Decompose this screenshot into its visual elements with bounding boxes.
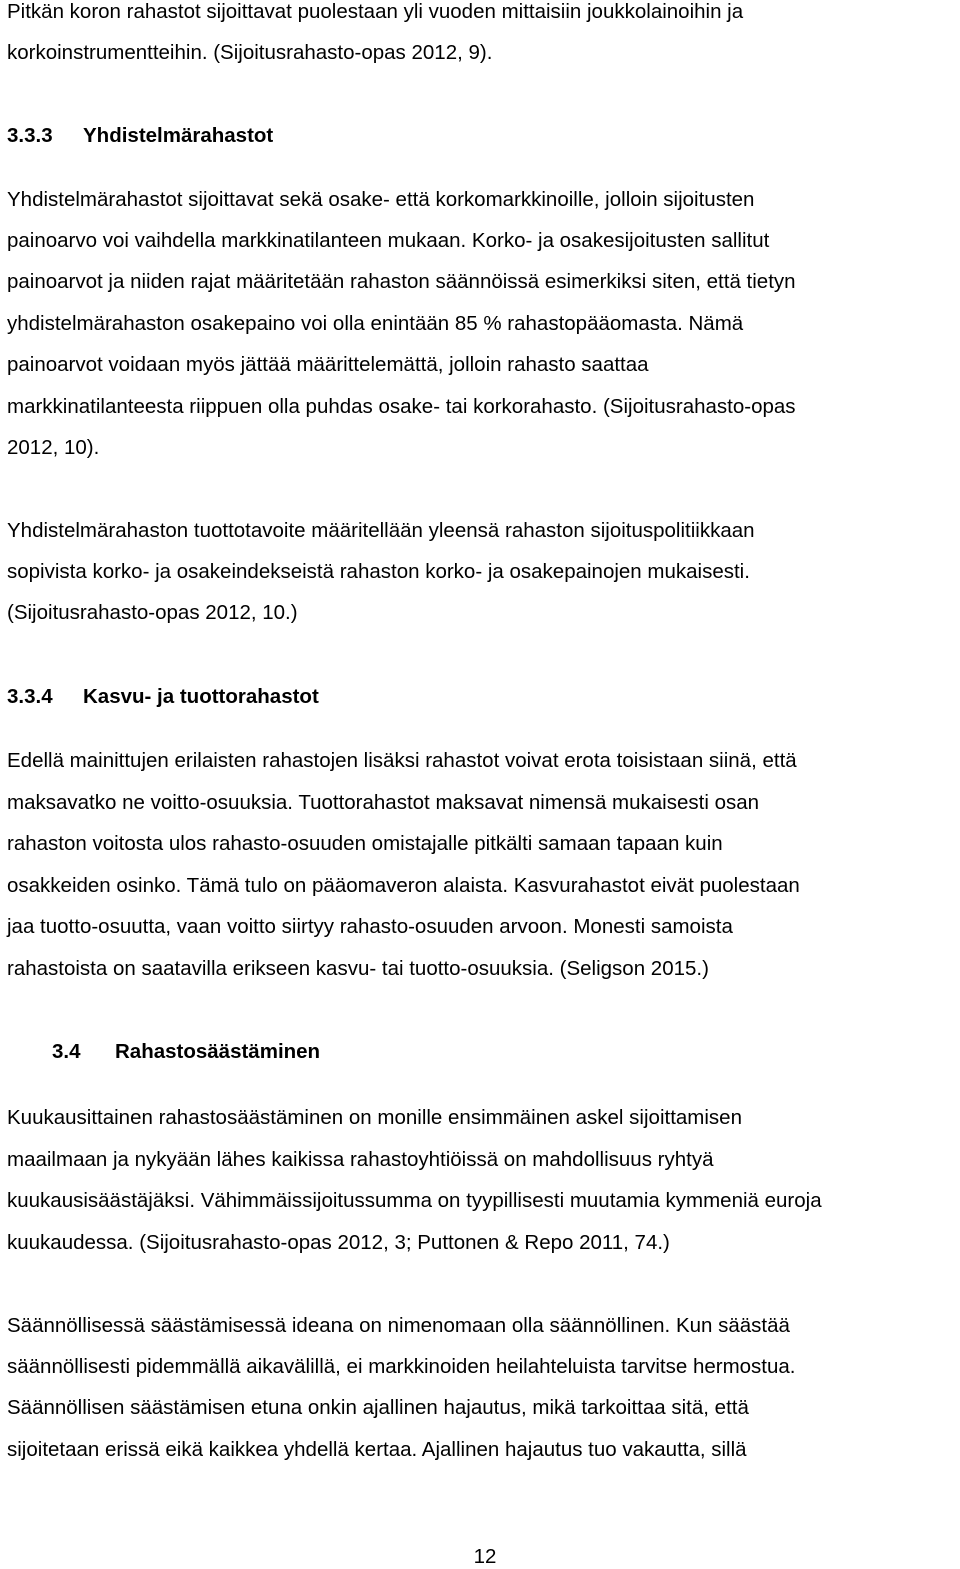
- text-line: sopivista korko- ja osakeindekseistä rahaston korko- ja osakepainojen mukaisesti.: [7, 560, 750, 583]
- text-line: Säännöllisessä säästämisessä ideana on nimenomaan olla säännöllinen. Kun säästää: [7, 1314, 790, 1337]
- text-line: jaa tuotto-osuutta, vaan voitto siirtyy rahasto-osuuden arvoon. Monesti samoista: [7, 915, 733, 938]
- text-line: rahastoista on saatavilla erikseen kasvu- tai tuotto-osuuksia. (Seligson 2015.): [7, 957, 709, 980]
- section-heading: [7, 124, 273, 148]
- text-line: markkinatilanteesta riippuen olla puhdas osake- tai korkorahasto. (Sijoitusrahasto-opas: [7, 395, 796, 418]
- heading-title: Rahastosäästäminen: [115, 1040, 321, 1063]
- text-line: painoarvot ja niiden rajat määritetään rahaston säännöissä esimerkiksi siten, että tietyn: [7, 270, 796, 293]
- text-line: Edellä mainittujen erilaisten rahastojen lisäksi rahastot voivat erota toisistaan siinä, että: [7, 749, 797, 772]
- page-number: 12: [473, 1545, 497, 1568]
- text-line: Kuukausittainen rahastosäästäminen on monille ensimmäinen askel sijoittamisen: [7, 1106, 742, 1129]
- section-heading: [7, 685, 319, 709]
- text-line: 2012, 10).: [7, 436, 100, 459]
- text-line: yhdistelmärahaston osakepaino voi olla enintään 85 % rahastopääomasta. Nämä: [7, 312, 744, 335]
- text-line: osakkeiden osinko. Tämä tulo on pääomaveron alaista. Kasvurahastot eivät puolestaan: [7, 874, 800, 897]
- text-line: Yhdistelmärahaston tuottotavoite määritellään yleensä rahaston sijoituspolitiikkaan: [7, 519, 755, 542]
- section-heading: [52, 1040, 320, 1064]
- text-line: säännöllisesti pidemmällä aikavälillä, ei markkinoiden heilahteluista tarvitse hermostua.: [7, 1355, 796, 1378]
- text-line: maailmaan ja nykyään lähes kaikissa rahastoyhtiöissä on mahdollisuus ryhtyä: [7, 1148, 714, 1171]
- text-line: korkoinstrumentteihin. (Sijoitusrahasto-opas 2012, 9).: [7, 41, 493, 64]
- text-line: Pitkän koron rahastot sijoittavat puolestaan yli vuoden mittaisiin joukkolainoihin ja: [7, 0, 744, 23]
- text-line: maksavatko ne voitto-osuuksia. Tuottorahastot maksavat nimensä mukaisesti osan: [7, 791, 760, 814]
- text-line: Yhdistelmärahastot sijoittavat sekä osake- että korkomarkkinoille, jolloin sijoitusten: [7, 188, 755, 211]
- text-line: kuukausisäästäjäksi. Vähimmäissijoitussumma on tyypillisesti muutamia kymmeniä euroja: [7, 1189, 822, 1212]
- heading-number: 3.4: [52, 1040, 81, 1063]
- heading-number: 3.3.4: [7, 685, 53, 708]
- text-line: kuukaudessa. (Sijoitusrahasto-opas 2012, 3; Puttonen & Repo 2011, 74.): [7, 1231, 670, 1254]
- heading-title: Kasvu- ja tuottorahastot: [83, 685, 319, 708]
- text-line: rahaston voitosta ulos rahasto-osuuden omistajalle pitkälti samaan tapaan kuin: [7, 832, 723, 855]
- text-line: painoarvo voi vaihdella markkinatilanteen mukaan. Korko- ja osakesijoitusten sallitut: [7, 229, 770, 252]
- text-line: sijoitetaan erissä eikä kaikkea yhdellä kertaa. Ajallinen hajautus tuo vakautta, sillä: [7, 1438, 747, 1461]
- text-line: Säännöllisen säästämisen etuna onkin ajallinen hajautus, mikä tarkoittaa sitä, että: [7, 1396, 749, 1419]
- text-line: (Sijoitusrahasto-opas 2012, 10.): [7, 601, 298, 624]
- heading-number: 3.3.3: [7, 124, 53, 147]
- heading-title: Yhdistelmärahastot: [83, 124, 274, 147]
- text-line: painoarvot voidaan myös jättää määrittelemättä, jolloin rahasto saattaa: [7, 353, 649, 376]
